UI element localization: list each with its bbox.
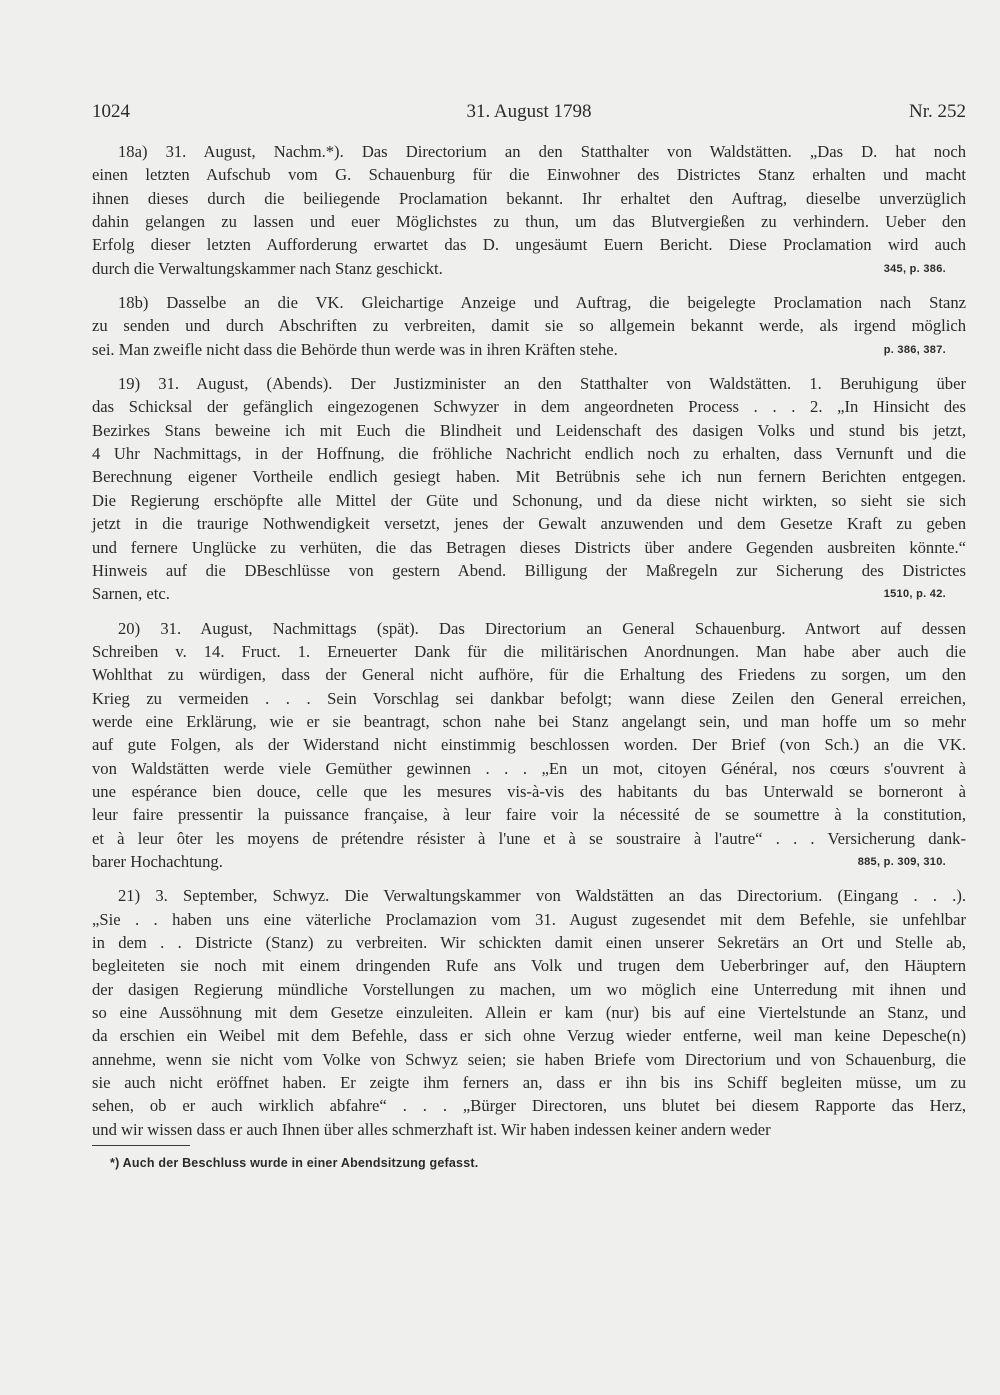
- text-line-content: durch die Verwaltungskammer nach Stanz geschickt.: [92, 258, 443, 278]
- text-line: [92, 1094, 966, 1117]
- text-line: [92, 442, 966, 465]
- text-line: [92, 733, 966, 756]
- text-line: [92, 395, 966, 418]
- text-line: [92, 314, 966, 337]
- text-line-content: 18b) Dasselbe an die VK. Gleichartige Anzeige und Auftrag, die beigelegte Proclamation nach Stanz: [118, 293, 966, 313]
- text-line-content: Hinweis auf die DBeschlüsse von gestern Abend. Billigung der Maßregeln zur Sicherung des Districtes: [92, 560, 966, 580]
- text-line-content: Bezirkes Stans beweine ich mit Euch die Blindheit und Leidenschaft des dasigen Volks und stund bis jetzt,: [92, 420, 966, 440]
- text-line-content: und wir wissen dass er auch Ihnen über alles schmerzhaft ist. Wir haben indessen keiner andern weder: [92, 1119, 771, 1139]
- text-line: [92, 465, 966, 488]
- source-reference: p. 386, 387.: [883, 343, 946, 356]
- text-line-content: Wohlthat zu würdigen, dass der General nicht aufhöre, für die Erhaltung des Friedens zu sorgen, um den: [92, 665, 966, 685]
- entry-paragraph: [92, 617, 966, 874]
- text-line: [92, 1001, 966, 1024]
- text-line: [92, 1071, 966, 1094]
- text-line-content: in dem . . Districte (Stanz) zu verbreiten. Wir schickten damit einen unserer Sekretärs an Ort und Stelle ab,: [92, 933, 966, 952]
- text-line-content: werde eine Erklärung, wie er sie beantragt, schon nahe bei Stanz angelangt sein, und man hoffe um so mehr: [92, 711, 966, 731]
- text-line-content: Schreiben v. 14. Fruct. 1. Erneuerter Dank für die militärischen Anordnungen. Man habe aber auch die: [92, 641, 966, 661]
- text-line: [92, 536, 966, 559]
- text-line: [92, 372, 966, 395]
- entry-paragraph: [92, 372, 966, 605]
- text-line-content: zu senden und durch Abschriften zu verbreiten, damit sie so allgemein bekannt werde, als irgend möglich: [92, 316, 966, 336]
- text-line-content: auf gute Folgen, als der Widerstand nicht einstimmig beschlossen worden. Der Brief (von Sch.) an die VK.: [92, 735, 966, 755]
- text-line: [92, 954, 966, 977]
- text-line-content: Erfolg dieser letzten Aufforderung erwartet das D. ungesäumt Euern Bericht. Diese Proclamation wird auch: [92, 235, 966, 255]
- text-line-content: da erschien ein Weibel mit dem Befehle, dass er sich ohne Verzug wieder entferne, weil man keine Depesche(n): [92, 1026, 966, 1046]
- text-line: [92, 1024, 966, 1047]
- text-line: [92, 978, 966, 1001]
- text-line-content: et à leur ôter les moyens de prétendre résister à l'une et à se soustraire à l'autre“ . . . Versicherung dank-: [92, 828, 966, 848]
- footnote-rule: [92, 1145, 190, 1146]
- text-line-content: der dasigen Regierung mündliche Vorstellungen zu machen, um wo möglich eine Unterredung mit ihnen und: [92, 979, 966, 999]
- text-line-content: barer Hochachtung.: [92, 851, 223, 871]
- text-line: [92, 1048, 966, 1071]
- text-line: [92, 663, 966, 686]
- entry-paragraph: [92, 140, 966, 280]
- text-line: [92, 884, 966, 907]
- text-line: [92, 757, 966, 780]
- text-line-content: einen letzten Aufschub vom G. Schauenburg für die Einwohner des Districtes Stanz erhalten und macht: [92, 165, 966, 185]
- entry-paragraph: [92, 884, 966, 1141]
- running-header: [92, 98, 966, 126]
- text-line: [92, 687, 966, 710]
- entry-paragraph: [92, 291, 966, 361]
- document-number: Nr. 252: [909, 101, 966, 122]
- text-line: [92, 582, 966, 605]
- text-line-content: so eine Aussöhnung mit dem Gesetze einzuleiten. Allein er kam (nur) bis auf eine Viertelstunde an Stanz, und: [92, 1003, 966, 1023]
- text-line-content: jetzt in die traurige Nothwendigkeit versetzt, jenes der Gewalt anzuwenden und dem Gesetze Kraft zu geben: [92, 514, 966, 534]
- text-line: [92, 931, 966, 954]
- footnote: *) Auch der Beschluss wurde in einer Abendsitzung gefasst.: [110, 1156, 479, 1170]
- text-line: [92, 827, 966, 850]
- text-line-content: Die Regierung erschöpfte alle Mittel der Güte und Schonung, und da diese nicht wirkten, so sieht sie sich: [92, 490, 966, 510]
- text-line: [92, 257, 966, 280]
- text-line: [92, 512, 966, 535]
- text-line-content: 20) 31. August, Nachmittags (spät). Das Directorium an General Schauenburg. Antwort auf dessen: [118, 618, 966, 638]
- text-line-content: das Schicksal der gefänglich eingezogenen Schwyzer in dem angeordneten Process . . . 2. „In Hinsicht des: [92, 397, 966, 417]
- text-line-content: 4 Uhr Nachmittags, in der Hoffnung, die fröhliche Nachricht endlich noch zu erhalten, dass Vernunft und die: [92, 444, 966, 464]
- text-line-content: 18a) 31. August, Nachm.*). Das Directorium an den Statthalter von Waldstätten. „Das D. hat noch: [118, 142, 966, 161]
- text-line: [92, 210, 966, 233]
- text-line: [92, 187, 966, 210]
- text-line-content: Sarnen, etc.: [92, 584, 170, 604]
- text-line-content: Berechnung eigener Vortheile endlich gesiegt haben. Mit Betrübnis sehe ich nun fernern Berichten entgegen.: [92, 467, 966, 487]
- text-line: [92, 489, 966, 512]
- source-reference: 885, p. 309, 310.: [857, 855, 946, 868]
- text-line-content: sehen, ob er auch wirklich abfahre“ . . . „Bürger Directoren, uns blutet bei diesem Rapporte das Herz,: [92, 1096, 966, 1116]
- text-line-content: leur faire pressentir la puissance française, à leur faire voir la nécessité de se soumettre à la constitution,: [92, 805, 966, 825]
- text-line-content: 19) 31. August, (Abends). Der Justizminister an den Statthalter von Waldstätten. 1. Beruhigung über: [118, 374, 966, 394]
- page-number: 1024: [92, 101, 130, 122]
- source-reference: 345, p. 386.: [883, 262, 946, 275]
- text-line: [92, 640, 966, 663]
- text-line-content: dahin gelangen zu lassen und euer Möglichstes zu thun, um das Blutvergießen zu verhindern. Ueber den: [92, 212, 966, 232]
- text-line-content: annehme, wenn sie nicht vom Volke von Schwyz seien; sie haben Briefe vom Directorium und von Schauenburg, die: [92, 1049, 966, 1069]
- text-line: [92, 140, 966, 163]
- text-line-content: sie auch nicht eröffnet haben. Er zeigte ihm ferners an, dass er ihn bis ins Schiff begleiten müsse, um zu: [92, 1073, 966, 1093]
- text-line: [92, 908, 966, 931]
- text-line-content: ihnen dieses durch die beiliegende Proclamation bekannt. Ihr erhaltet den Auftrag, dieselbe unverzüglich: [92, 188, 966, 208]
- text-line: [92, 419, 966, 442]
- text-line: [92, 559, 966, 582]
- text-line-content: begleiteten sie noch mit einem dringenden Rufe ans Volk und trugen dem Ueberbringer auf, den Häuptern: [92, 956, 966, 976]
- text-line: [92, 617, 966, 640]
- text-line: [92, 1118, 966, 1141]
- text-line: [92, 233, 966, 256]
- text-line: [92, 338, 966, 361]
- text-line: [92, 710, 966, 733]
- body-text: [92, 140, 966, 1152]
- source-reference: 1510, p. 42.: [883, 588, 946, 601]
- text-line-content: une espérance bien douce, celle que les mesures vis-à-vis des habitants du bas Unterwald se borneront à: [92, 781, 966, 801]
- text-line: [92, 291, 966, 314]
- text-line: [92, 163, 966, 186]
- running-date: 31. August 1798: [466, 101, 592, 122]
- text-line-content: und fernere Unglücke zu verhüten, die das Betragen dieses Districts über andere Gegenden ausbreiten könnte.“: [92, 537, 966, 557]
- text-line-content: von Waldstätten werde viele Gemüther gewinnen . . . „En un mot, citoyen Général, nos cœurs s'ouvrent à: [92, 758, 966, 778]
- text-line: [92, 850, 966, 873]
- text-line-content: „Sie . . haben uns eine väterliche Proclamazion vom 31. August zugesendet mit dem Befehle, sie unfehlbar: [92, 909, 966, 929]
- text-line-content: 21) 3. September, Schwyz. Die Verwaltungskammer von Waldstätten an das Directorium. (Eingang . . .).: [118, 886, 966, 906]
- text-line: [92, 803, 966, 826]
- text-line-content: Krieg zu vermeiden . . . Sein Vorschlag sei dankbar befolgt; wann diese Zeilen den General erreichen,: [92, 688, 966, 708]
- text-line: [92, 780, 966, 803]
- text-line-content: sei. Man zweifle nicht dass die Behörde thun werde was in ihren Kräften stehe.: [92, 339, 618, 359]
